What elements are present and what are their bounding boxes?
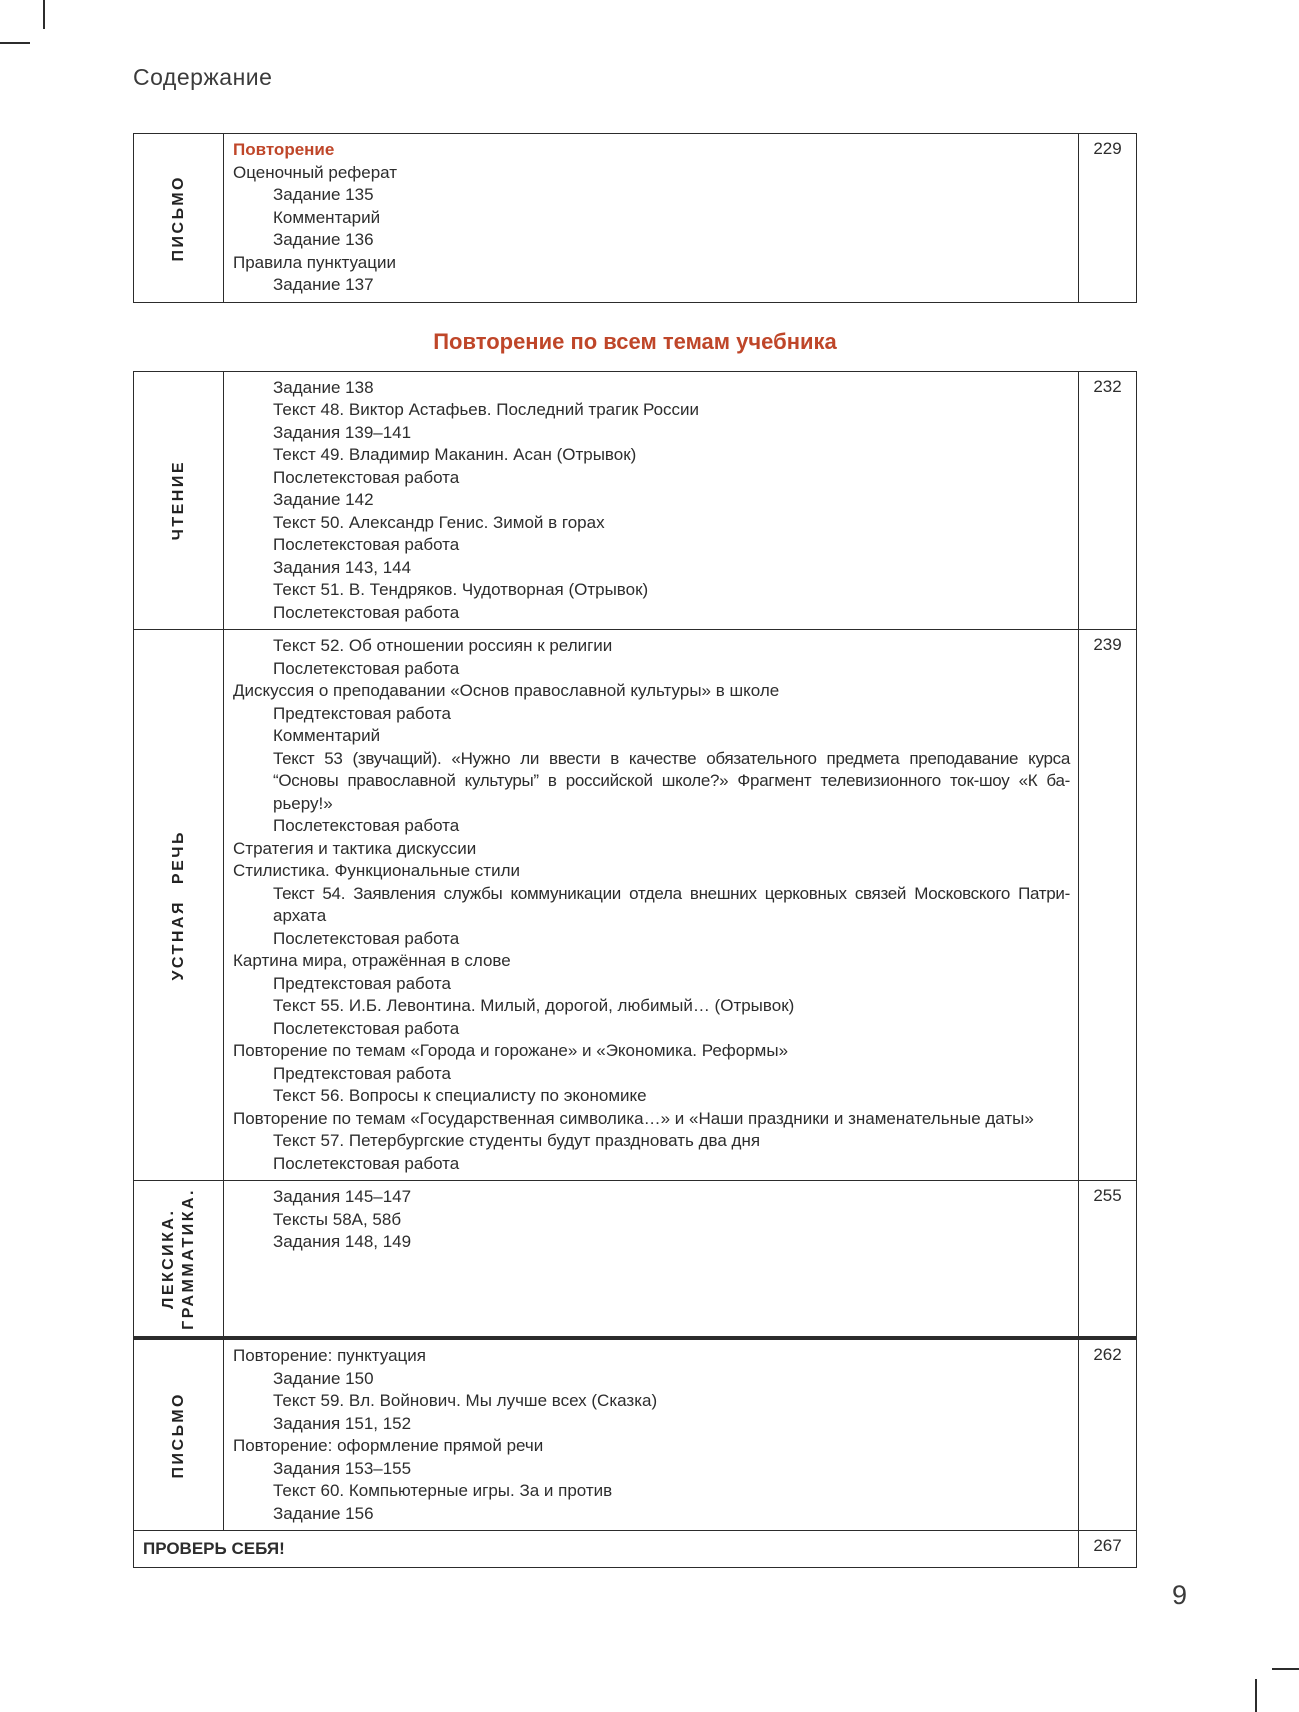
section-items xyxy=(224,134,1078,302)
crop-mark-bottom-right-vertical xyxy=(1255,1679,1257,1712)
page-number: 229 xyxy=(1078,134,1136,302)
toc-item: Послетекстовая работа xyxy=(273,658,460,678)
toc-item: Текст 49. Владимир Маканин. Асан (Отрывок) xyxy=(273,445,637,464)
toc-item: Текст 50. Александр Генис. Зимой в горах xyxy=(273,512,605,532)
crop-mark-top-left-horizontal xyxy=(0,42,30,44)
section-label: УСТНАЯ РЕЧЬ xyxy=(169,829,187,981)
section-label: ПИСЬМО xyxy=(169,174,187,261)
toc-row xyxy=(134,134,1136,302)
toc-item: Текст 52. Об отношении россиян к религии xyxy=(273,636,613,655)
toc-item: Задание 150 xyxy=(273,1368,374,1388)
section-items xyxy=(224,630,1078,1180)
toc-item: Текст 60. Компьютерные игры. За и против xyxy=(273,1481,613,1500)
toc-row xyxy=(134,629,1136,1180)
section-label-cell xyxy=(134,1340,224,1530)
page-number: 255 xyxy=(1078,1181,1136,1336)
section-items xyxy=(224,1340,1078,1530)
toc-item: Стратегия и тактика дискуссии xyxy=(233,838,477,858)
toc-item: Стилистика. Функциональные стили xyxy=(233,861,521,880)
section-label: ПИСЬМО xyxy=(169,1391,187,1479)
section-items xyxy=(224,372,1078,630)
section-label-cell xyxy=(134,372,224,630)
toc-item: Задание 136 xyxy=(273,230,374,249)
toc-item: Повторение xyxy=(233,140,335,159)
page-number: 262 xyxy=(1078,1340,1136,1530)
section-label: ЧТЕНИЕ xyxy=(169,460,187,541)
toc-item: Послетекстовая работа xyxy=(273,467,460,487)
section-items xyxy=(134,1531,1078,1567)
toc-item: Повторение: оформление прямой речи xyxy=(233,1436,544,1455)
toc-item: Задание 138 xyxy=(273,377,374,397)
contents-block xyxy=(133,133,1137,1568)
toc-row xyxy=(134,1530,1136,1567)
toc-table-top xyxy=(133,133,1137,303)
toc-item: Комментарий xyxy=(273,726,381,745)
section-label-cell xyxy=(134,1181,224,1336)
toc-item: Правила пунктуации xyxy=(233,252,396,272)
section-label: ЛЕКСИКА. ГРАММАТИКА. xyxy=(159,1187,197,1330)
toc-item: Задание 142 xyxy=(273,490,374,509)
toc-item: ПРОВЕРЬ СЕБЯ! xyxy=(143,1538,285,1558)
toc-item: Задания 139–141 xyxy=(273,422,412,442)
toc-item: Задания 148, 149 xyxy=(273,1232,412,1251)
toc-item: Задания 143, 144 xyxy=(273,557,412,577)
toc-item: Текст 54. Заявления службы коммуникации отдела внешних церковных связей Московского Патри- архата xyxy=(273,883,1070,925)
toc-item: Послетекстовая работа xyxy=(273,1018,460,1038)
toc-table-bottom xyxy=(133,1337,1137,1568)
toc-item: Картина мира, отражённая в слове xyxy=(233,951,511,970)
toc-row xyxy=(134,1340,1136,1530)
toc-item: Текст 57. Петербургские студенты будут праздновать два дня xyxy=(273,1131,761,1150)
toc-item: Текст 53 (звучащий). «Нужно ли ввести в качестве обязательного предмета преподавание курса “Основы православной культуры” в российской школе?» Фрагмент телевизионного ток-шоу «К ба- рьеру!» xyxy=(273,748,1070,813)
toc-item: Задания 145–147 xyxy=(273,1187,412,1206)
toc-item: Послетекстовая работа xyxy=(273,816,460,835)
toc-item: Дискуссия о преподавании «Основ православной культуры» в школе xyxy=(233,681,780,700)
toc-item: Оценочный реферат xyxy=(233,162,398,182)
toc-item: Предтекстовая работа xyxy=(273,1063,451,1083)
toc-item: Задание 156 xyxy=(273,1503,374,1523)
page-number: 239 xyxy=(1078,630,1136,1180)
toc-item: Текст 55. И.Б. Левонтина. Милый, дорогой, любимый… (Отрывок) xyxy=(273,996,795,1015)
section-label-cell xyxy=(134,630,224,1180)
toc-item: Тексты 58А, 58б xyxy=(273,1209,402,1229)
page-number: 232 xyxy=(1078,372,1136,630)
toc-table-main xyxy=(133,371,1137,1338)
toc-item: Повторение по темам «Города и горожане» и «Экономика. Реформы» xyxy=(233,1041,789,1060)
section-label-cell xyxy=(134,134,224,302)
toc-item: Послетекстовая работа xyxy=(273,1153,460,1173)
toc-item: Послетекстовая работа xyxy=(273,928,460,948)
folio-page-number: 9 xyxy=(1172,1580,1188,1610)
toc-row xyxy=(134,372,1136,630)
toc-item: Повторение по темам «Государственная символика…» и «Наши праздники и знаменательные даты» xyxy=(233,1108,1034,1128)
section-items xyxy=(224,1181,1078,1336)
crop-mark-bottom-right-horizontal xyxy=(1272,1668,1299,1670)
toc-item: Текст 51. В. Тендряков. Чудотворная (Отрывок) xyxy=(273,580,649,599)
toc-row xyxy=(134,1180,1136,1336)
toc-item: Задание 137 xyxy=(273,275,374,294)
toc-item: Текст 48. Виктор Астафьев. Последний трагик России xyxy=(273,400,700,419)
toc-item: Текст 56. Вопросы к специалисту по экономике xyxy=(273,1086,647,1105)
toc-item: Послетекстовая работа xyxy=(273,602,460,622)
crop-mark-top-left-vertical xyxy=(43,0,45,29)
toc-item: Послетекстовая работа xyxy=(273,535,460,554)
toc-item: Текст 59. Вл. Войнович. Мы лучше всех (Сказка) xyxy=(273,1391,658,1410)
toc-item: Задания 153–155 xyxy=(273,1458,412,1478)
toc-item: Повторение: пунктуация xyxy=(233,1346,426,1365)
toc-item: Комментарий xyxy=(273,207,381,227)
toc-item: Задания 151, 152 xyxy=(273,1413,412,1433)
toc-item: Предтекстовая работа xyxy=(273,973,451,993)
toc-item: Предтекстовая работа xyxy=(273,703,451,723)
section-title: Повторение по всем темам учебника xyxy=(433,328,837,354)
page-number: 267 xyxy=(1078,1531,1136,1567)
toc-item: Задание 135 xyxy=(273,185,374,204)
page-title: Содержание xyxy=(133,64,273,90)
